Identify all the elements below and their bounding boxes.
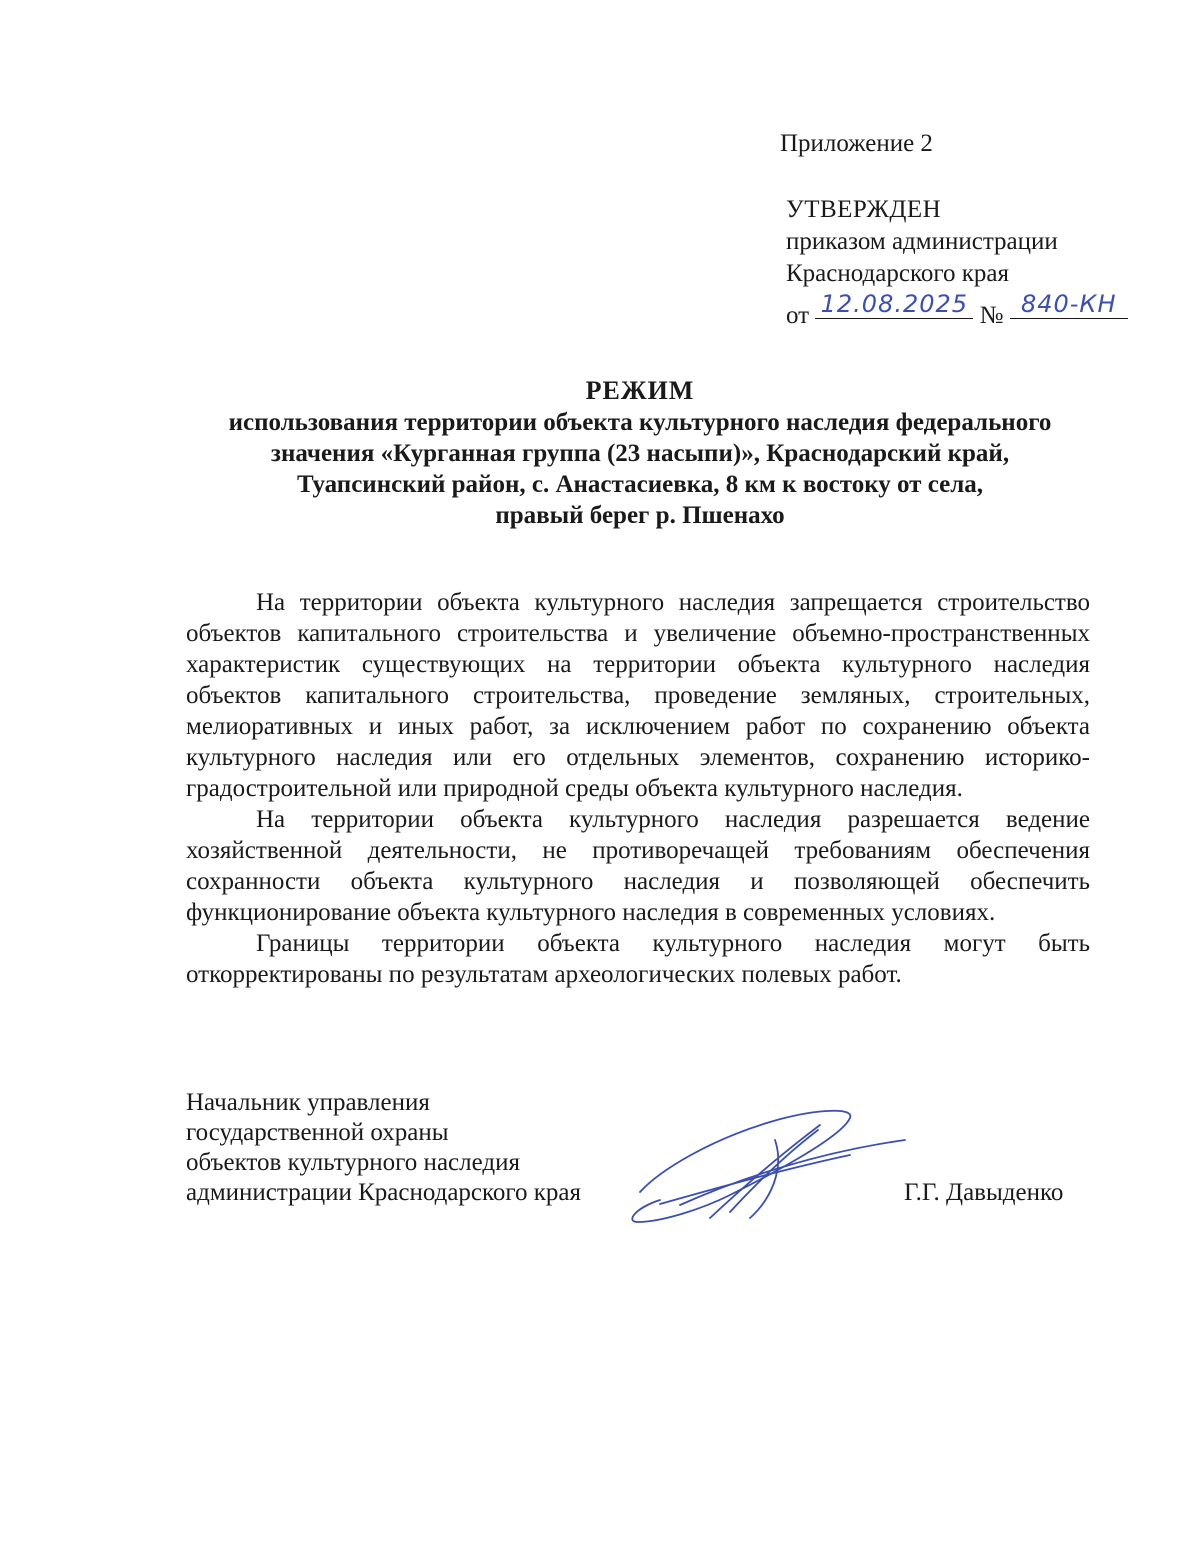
signer-name: Г.Г. Давыденко — [904, 1179, 1064, 1206]
approval-status: УТВЕРЖДЕН — [786, 196, 942, 223]
position-line-1: Начальник управления — [186, 1089, 430, 1116]
position-line-4: администрации Краснодарского края — [186, 1179, 582, 1206]
order-number-field — [1010, 290, 1128, 319]
appendix-label: Приложение 2 — [780, 130, 933, 157]
handwritten-signature — [620, 1100, 910, 1230]
title-line-2: значения «Курганная группа (23 насыпи)», Краснодарский край, — [270, 440, 1010, 467]
order-number-sign: № — [979, 302, 1004, 329]
position-line-2: государственной охраны — [186, 1119, 449, 1146]
signatory-position — [186, 1088, 581, 1208]
order-line — [786, 290, 1128, 332]
order-number-handwritten: 840-КН — [1020, 290, 1117, 318]
document-title — [150, 375, 1130, 531]
approval-block — [786, 194, 1128, 332]
document-body — [186, 587, 1090, 990]
title-line-4: правый берег р. Пшенахо — [495, 502, 785, 529]
approval-line-1: приказом администрации — [786, 228, 1058, 255]
position-line-3: объектов культурного наследия — [186, 1149, 520, 1176]
body-paragraph-1: На территории объекта культурного наследия запрещается строительство объектов капитального строительства и увеличение объемно-пространственных характеристик существующих на территории объекта культурного наследия объектов капитального строительства, проведение земляных, строительных, мелиоративных и иных работ, за исключением работ по сохранению объекта культурного наследия или его отдельных элементов, сохранению историко-градостроительной или природной среды объекта культурного наследия. — [186, 589, 1090, 802]
title-line-3: Туапсинский район, с. Анастасиевка, 8 км к востоку от села, — [297, 471, 983, 498]
order-date-field — [815, 290, 973, 319]
body-paragraph-2: На территории объекта культурного наследия разрешается ведение хозяйственной деятельности, не противоречащей требованиям обеспечения сохранности объекта культурного наследия и позволяющей обеспечить функционирование объекта культурного наследия в современных условиях. — [186, 806, 1090, 926]
title-line-1: использования территории объекта культурного наследия федерального — [228, 409, 1052, 436]
approval-line-2: Краснодарского края — [786, 260, 1009, 287]
order-date-handwritten: 12.08.2025 — [820, 290, 969, 318]
body-paragraph-3: Границы территории объекта культурного наследия могут быть откорректированы по результатам археологических полевых работ. — [186, 930, 1090, 988]
order-from-prefix: от — [786, 302, 810, 329]
title-main: РЕЖИМ — [585, 376, 695, 405]
